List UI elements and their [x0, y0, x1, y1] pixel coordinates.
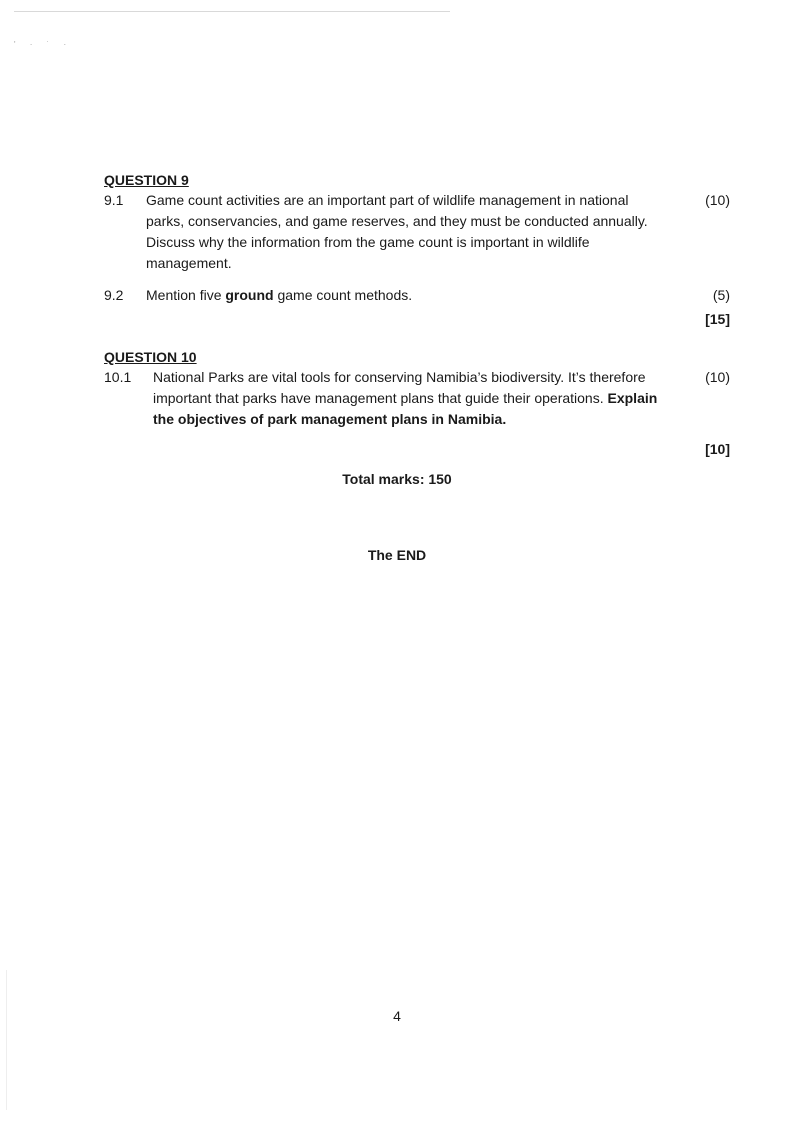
item-text: Mention five ground game count methods.	[146, 287, 413, 303]
question-total: [10]	[705, 441, 730, 457]
item-marks: (10)	[705, 192, 730, 208]
item-text: Game count activities are an important part of wildlife management in national parks, conservancies, and game reserves, and they must be conducted annually. Discuss why the information from the game count is important in wildlife management.	[146, 192, 648, 271]
question-item-9-1	[104, 190, 730, 274]
item-marks: (5)	[712, 287, 730, 303]
scan-edge-shadow	[6, 970, 7, 1110]
question-total: [15]	[705, 311, 730, 327]
item-number: 10.1	[104, 369, 132, 385]
question-heading: QUESTION 9	[104, 172, 189, 188]
scan-artifact-line	[14, 11, 450, 12]
item-text: National Parks are vital tools for conserving Namibia’s biodiversity. It’s therefore important that parks have management plans that guide their operations. Explain the objectives of park management plans in Namibia.	[153, 369, 658, 427]
item-marks: (10)	[705, 369, 730, 385]
item-number: 9.1	[104, 192, 124, 208]
item-number: 9.2	[104, 287, 124, 303]
question-heading: QUESTION 10	[104, 349, 197, 365]
question-9	[104, 171, 730, 330]
end-text: The END	[367, 547, 427, 563]
question-item-10-1	[104, 367, 730, 430]
question-10	[104, 348, 730, 460]
total-marks: Total marks: 150	[342, 471, 452, 487]
question-item-9-2	[104, 285, 730, 306]
page-number: 4	[393, 1008, 401, 1024]
scan-specks: ' · ˙ ·	[14, 40, 73, 49]
